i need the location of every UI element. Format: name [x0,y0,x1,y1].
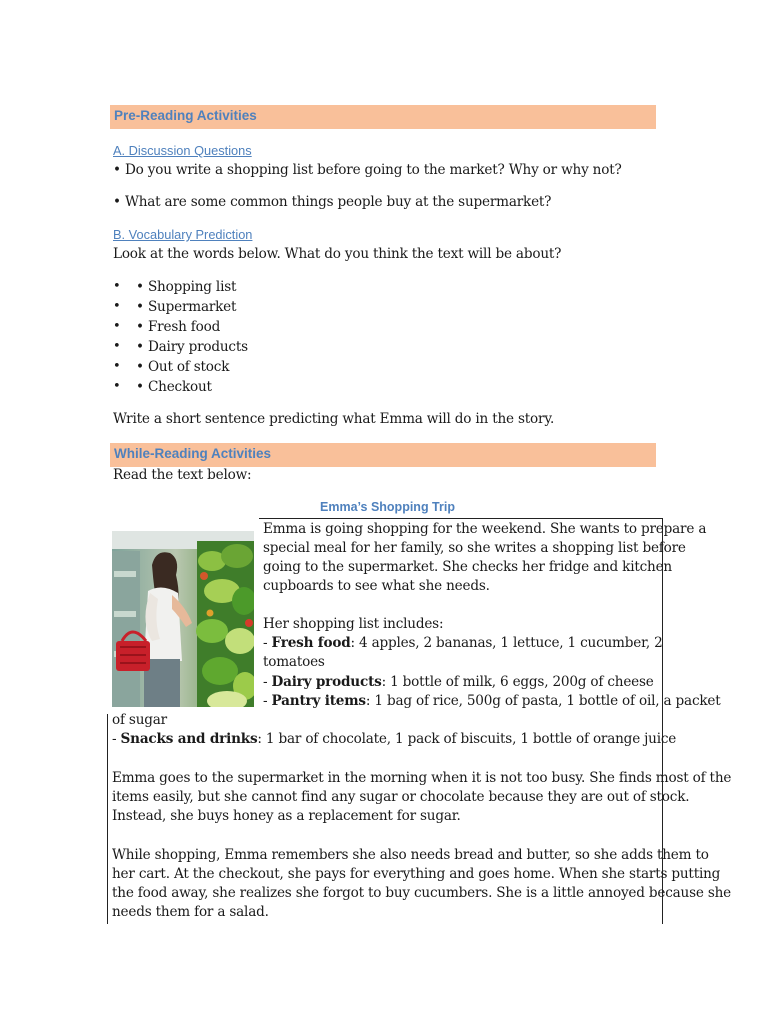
discussion-question-1: • Do you write a shopping list before going to the market? Why or why not? [113,162,622,178]
vocabulary-prediction-heading: B. Vocabulary Prediction [113,227,253,242]
fresh-food-text: : 4 apples, 2 bananas, 1 lettuce, 1 cucumber, 2 [350,635,663,651]
story-line: her cart. At the checkout, she pays for everything and goes home. When she starts putting [112,866,721,882]
vocabulary-intro: Look at the words below. What do you think the text will be about? [113,246,562,262]
story-line: Instead, she buys honey as a replacement for sugar. [112,808,461,824]
while-reading-header-bar [110,443,656,467]
story-title: Emma’s Shopping Trip [320,500,455,514]
story-line: cupboards to see what she needs. [263,578,490,594]
pantry-items-text: : 1 bag of rice, 500g of pasta, 1 bottle of oil, a packet [365,693,721,709]
list-bullet: • [113,279,121,294]
story-line: Emma is going shopping for the weekend. She wants to prepare a [263,521,707,537]
discussion-question-2: • What are some common things people buy at the supermarket? [113,194,552,210]
story-line: the food away, she realizes she forgot to buy cucumbers. She is a little annoyed because she [112,885,732,901]
list-bullet: • [113,339,121,354]
story-line: Emma goes to the supermarket in the morning when it is not too busy. She finds most of the [112,770,732,786]
dairy-products-text: : 1 bottle of milk, 6 eggs, 200g of cheese [381,674,654,690]
pantry-items-item [263,692,721,711]
story-line: going to the supermarket. She checks her fridge and kitchen [263,559,672,575]
vocab-item: • Dairy products [136,339,248,355]
list-dash: - [263,693,272,709]
vocab-item: • Supermarket [136,299,237,315]
list-dash: - [263,635,272,651]
fresh-food-item [263,634,663,653]
while-reading-heading: While-Reading Activities [114,446,272,461]
pre-reading-heading: Pre-Reading Activities [114,108,257,123]
text-box-border-top [259,518,663,519]
read-text-intro: Read the text below: [113,467,252,483]
list-bullet: • [113,379,121,394]
pre-reading-header-bar [110,105,656,129]
list-bullet: • [113,299,121,314]
snacks-drinks-text: : 1 bar of chocolate, 1 pack of biscuits, 1 bottle of orange juice [257,731,677,747]
list-dash: - [112,731,121,747]
snacks-drinks-label: Snacks and drinks [120,731,258,747]
story-line: special meal for her family, so she writes a shopping list before [263,540,686,556]
fresh-food-continued: tomatoes [263,654,325,670]
snacks-drinks-item [112,730,676,749]
supermarket-shopper-photo [112,531,254,707]
pantry-items-continued: of sugar [112,712,167,728]
story-line: While shopping, Emma remembers she also needs bread and butter, so she adds them to [112,847,709,863]
list-bullet: • [113,319,121,334]
vocab-item: • Shopping list [136,279,237,295]
pantry-items-label: Pantry items [271,693,366,709]
prediction-task: Write a short sentence predicting what Emma will do in the story. [113,411,555,427]
fresh-food-label: Fresh food [271,635,351,651]
dairy-products-label: Dairy products [271,674,382,690]
discussion-questions-heading: A. Discussion Questions [113,143,252,158]
text-box-border-left [107,714,108,924]
list-dash: - [263,674,272,690]
vocab-item: • Out of stock [136,359,230,375]
story-line: items easily, but she cannot find any sugar or chocolate because they are out of stock. [112,789,690,805]
list-bullet: • [113,359,121,374]
vocab-item: • Fresh food [136,319,221,335]
story-line: needs them for a salad. [112,904,269,920]
vocab-item: • Checkout [136,379,212,395]
dairy-products-item [263,673,654,692]
shopping-list-intro: Her shopping list includes: [263,616,444,632]
